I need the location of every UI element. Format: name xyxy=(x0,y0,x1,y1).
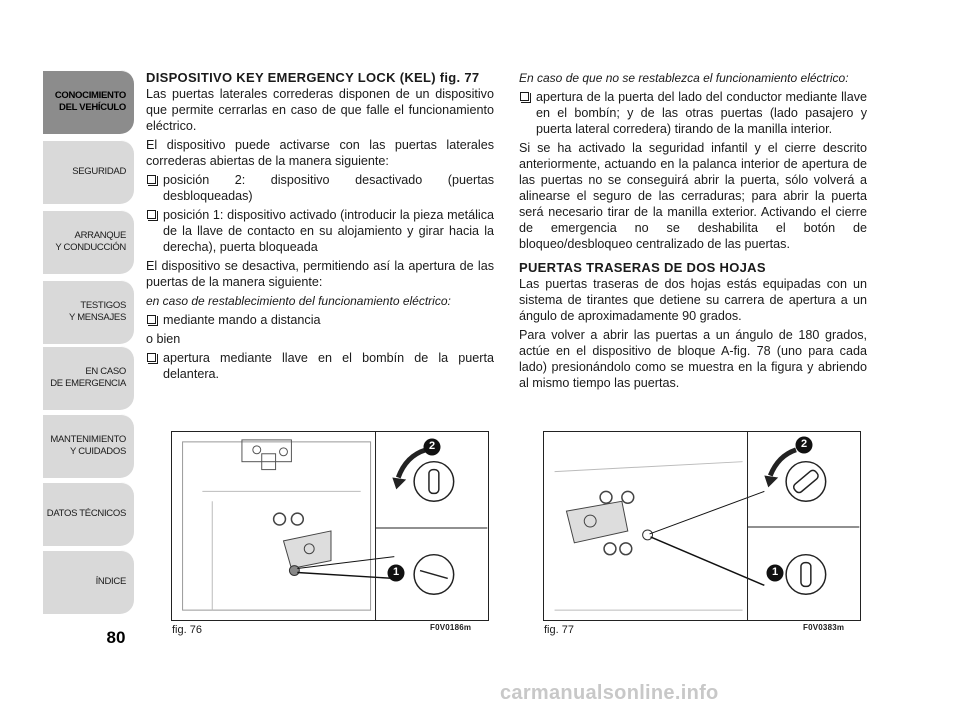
list-item: apertura mediante llave en el bombín de la puerta delantera. xyxy=(146,350,494,382)
paragraph: Las puertas traseras de dos hojas estás equipadas con un sistema de tirantes que detiene su carrera de apertura a un ángulo de aproximadamente 90 grados. xyxy=(519,277,867,323)
checkbox-bullet-icon xyxy=(147,175,156,184)
tab-testigos-y-mensajes[interactable]: TESTIGOS Y MENSAJES xyxy=(42,280,134,344)
tab-conocimiento-del-vehiculo[interactable]: CONOCIMIENTO DEL VEHÍCULO xyxy=(42,70,134,134)
tab-en-caso-de-emergencia[interactable]: EN CASO DE EMERGENCIA xyxy=(42,346,134,410)
paragraph: El dispositivo se desactiva, permitiendo así la apertura de las puertas de la manera siguiente: xyxy=(146,259,494,289)
list-item: posición 2: dispositivo desactivado (puertas desbloqueadas) xyxy=(146,172,494,204)
door-lock-diagram xyxy=(172,432,488,620)
checkbox-bullet-icon xyxy=(147,210,156,219)
tab-mantenimiento-y-cuidados[interactable]: MANTENIMIENTO Y CUIDADOS xyxy=(42,414,134,478)
tab-datos-tecnicos[interactable]: DATOS TÉCNICOS xyxy=(42,482,134,546)
callout-1-label: 1 xyxy=(771,566,779,578)
door-lock-diagram xyxy=(544,432,860,620)
list-item: apertura de la puerta del lado del conductor mediante llave en el bombín; y de las otras puertas (lado pasajero y puerta lateral corredera) tirando de la manilla interior. xyxy=(519,89,867,137)
callout-1-label: 1 xyxy=(392,566,400,578)
figure-77-door-lock-illustration xyxy=(543,431,861,621)
figure-76-code: F0V0186m xyxy=(430,623,472,632)
callout-2-label: 2 xyxy=(428,440,436,452)
page-number: 80 xyxy=(106,628,126,647)
watermark: carmanualsonline.info xyxy=(500,682,719,704)
tab-arranque-y-conduccion[interactable]: ARRANQUE Y CONDUCCIÓN xyxy=(42,210,134,274)
paragraph: Si se ha activado la seguridad infantil y el cierre descrito anteriormente, actuando en la palanca interior de apertura de las puertas no se conseguirá abrir la puerta, sólo volverá a alinearse el seguro de las cerraduras; para abrir la puerta será necesario tirar de la manilla exterior. Activando el cierre de emergencia no se deshabilita el botón de bloqueo/desbloqueo centralizado de las puertas. xyxy=(519,141,867,251)
tab-seguridad[interactable]: SEGURIDAD xyxy=(42,140,134,204)
list-item: mediante mando a distancia xyxy=(146,312,494,328)
figure-76-caption: fig. 76 xyxy=(172,624,202,636)
checkbox-bullet-icon xyxy=(147,353,156,362)
list-item: posición 1: dispositivo activado (introducir la pieza metálica de la llave de contacto en su alojamiento y girar hacia la derecha), puerta bloqueada xyxy=(146,207,494,255)
paragraph: Para volver a abrir las puertas a un ángulo de 180 grados, actúe en el dispositivo de bloque A-fig. 78 (uno para cada lado) presionándolo como se muestra en la figura y abriendo al mismo tiempo las puertas. xyxy=(519,328,867,390)
checkbox-bullet-icon xyxy=(520,92,529,101)
figure-77-code: F0V0383m xyxy=(803,623,845,632)
figure-77-caption: fig. 77 xyxy=(544,624,574,636)
paragraph-italic: En caso de que no se restablezca el funcionamiento eléctrico: xyxy=(519,71,849,85)
section-heading-kel: DISPOSITIVO KEY EMERGENCY LOCK (KEL) fig. 77 xyxy=(146,70,480,85)
paragraph: Las puertas laterales correderas disponen de un dispositivo que permite cerrarlas en caso de que falle el funcionamiento eléctrico. xyxy=(146,87,494,133)
paragraph: El dispositivo puede activarse con las puertas laterales correderas abiertas de la manera siguiente: xyxy=(146,138,494,168)
tab-indice[interactable]: ÍNDICE xyxy=(42,550,134,614)
callout-2-label: 2 xyxy=(800,438,808,450)
checkbox-bullet-icon xyxy=(147,315,156,324)
paragraph-italic: en caso de restablecimiento del funcionamiento eléctrico: xyxy=(146,294,451,308)
figure-76-door-lock-illustration xyxy=(171,431,489,621)
paragraph: o bien xyxy=(146,332,181,346)
right-column xyxy=(519,70,867,394)
left-column xyxy=(146,70,494,385)
section-heading-rear-doors: PUERTAS TRASERAS DE DOS HOJAS xyxy=(519,260,766,275)
